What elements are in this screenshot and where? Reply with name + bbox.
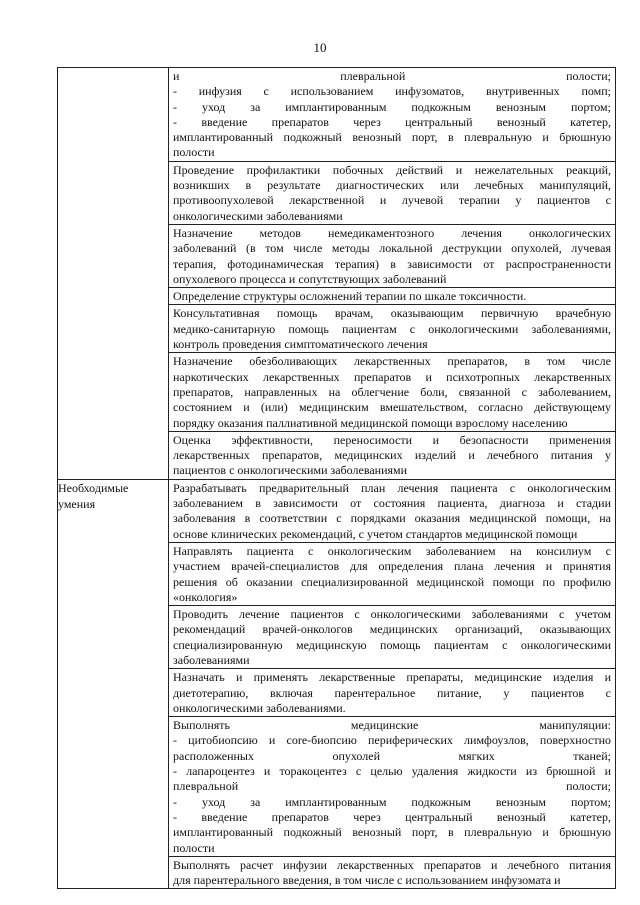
content-cell	[169, 225, 615, 288]
section-label	[58, 68, 169, 480]
content-cell	[169, 432, 615, 479]
text-line: имплантированный подкожный венозный порт, в плевральную и брюшную	[173, 130, 611, 145]
text-line: терапия, фотодинамическая терапия) в зависимости от распространенности	[173, 256, 611, 271]
page-number: 10	[313, 40, 327, 55]
text-line: и плевральной полости;	[173, 69, 611, 83]
text-line: диетотерапию, включая парентеральное питание, у пациентов с	[173, 685, 611, 700]
content-cell	[169, 68, 615, 162]
text-line: противоопухолевой лекарственной и лучевой терапии у пациентов с	[173, 193, 611, 208]
text-line: возникших в результате диагностических или лечебных манипуляций,	[173, 178, 611, 193]
content-cell	[169, 606, 615, 669]
text-line: Определение структуры осложнений терапии по шкале токсичности.	[173, 289, 527, 304]
text-line: основе клинических рекомендаций, с учетом стандартов медицинской помощи	[173, 526, 578, 541]
text-line: Направлять пациента с онкологическим заболеванием на консилиум с	[173, 543, 611, 558]
text-line: - введение препаратов через центральный венозный катетер,	[173, 114, 611, 129]
text-line: опухолевого процесса и сопутствующих заболеваний	[173, 271, 447, 286]
text-line: онкологическими заболеваниями.	[173, 700, 346, 715]
content-cell	[169, 305, 615, 353]
text-line: участием врачей-специалистов для определения плана лечения и принятия	[173, 559, 611, 574]
text-line: «онкология»	[173, 589, 238, 604]
content-cell	[169, 480, 615, 543]
text-line: медико-санитарную помощь пациентам с онкологическими заболеваниями,	[173, 321, 611, 336]
section-content	[169, 68, 616, 480]
table-row	[58, 68, 616, 480]
text-line: специализированную медицинскую помощь пациентам с онкологическими	[173, 637, 611, 652]
content-cell	[169, 543, 615, 606]
text-line: - лапароцентез и торакоцентез с целью удаления жидкости из брюшной и	[173, 764, 611, 779]
text-line: - цитобиопсию и core-биопсию периферических лимфоузлов, поверхностно	[173, 733, 611, 748]
text-line: - уход за имплантированным подкожным венозным портом;	[173, 794, 611, 809]
text-line: - введение препаратов через центральный венозный катетер,	[173, 809, 611, 824]
text-line: Разрабатывать предварительный план лечения пациента с онкологическим	[173, 480, 611, 495]
text-line: для парентерального введения, в том числе с использованием инфузомата и	[173, 873, 561, 888]
text-line: рекомендаций врачей-онкологов медицинских организаций, оказывающих	[173, 622, 611, 637]
content-cell	[169, 669, 615, 717]
text-line: препаратов, направленных на облегчение боли, связанной с заболеванием,	[173, 384, 611, 399]
text-line: - инфузия с использованием инфузоматов, внутривенных помп;	[173, 84, 611, 99]
text-line: Назначение обезболивающих лекарственных препаратов, в том числе	[173, 354, 611, 369]
content-cell	[169, 857, 615, 889]
text-line: заболеваниями	[173, 652, 250, 667]
text-line: Выполнять расчет инфузии лекарственных препаратов и лечебного питания	[173, 857, 611, 872]
text-line: решения об оказании специализированной медицинской помощи по профилю	[173, 574, 611, 589]
text-line: Консультативная помощь врачам, оказывающим первичную врачебную	[173, 306, 611, 321]
content-cell	[169, 717, 615, 857]
text-line: Оценка эффективности, переносимости и безопасности применения	[173, 432, 611, 447]
text-line: пациентов с онкологическими заболеваниями	[173, 463, 408, 478]
text-line: Назначать и применять лекарственные препараты, медицинские изделия и	[173, 670, 611, 685]
content-cell	[169, 288, 615, 305]
text-line: Проводить лечение пациентов с онкологическими заболеваниями с учетом	[173, 607, 611, 622]
text-line: расположенных опухолей мягких тканей;	[173, 748, 611, 763]
text-line: заболеваний (в том числе методы локальной деструкции опухолей, лучевая	[173, 241, 611, 256]
text-line: заболеванием в зависимости от состояния пациента, диагноза и стадии	[173, 496, 611, 511]
section-content	[169, 479, 616, 889]
text-line: Проведение профилактики побочных действий и нежелательных реакций,	[173, 162, 611, 177]
text-line: полости	[173, 145, 215, 160]
text-line: онкологическими заболеваниями	[173, 208, 343, 223]
text-line: лекарственных препаратов, медицинских изделий и лечебного питания у	[173, 448, 611, 463]
text-line: состоянием и (или) медицинским вмешательством, согласно действующему	[173, 400, 611, 415]
content-cell	[169, 162, 615, 225]
text-line: имплантированный подкожный венозный порт, в плевральную и брюшную	[173, 825, 611, 840]
text-line: Назначение методов немедикаментозного лечения онкологических	[173, 225, 611, 240]
text-line: - уход за имплантированным подкожным венозным портом;	[173, 99, 611, 114]
text-line: заболевания в соответствии с порядками оказания медицинской помощи, на	[173, 511, 611, 526]
text-line: Выполнять медицинские манипуляции:	[173, 718, 611, 733]
competency-table	[57, 67, 616, 889]
text-line: наркотических лекарственных препаратов и психотропных лекарственных	[173, 369, 611, 384]
text-line: плевральной полости;	[173, 779, 611, 794]
section-label: Необходимые умения	[58, 479, 169, 889]
content-cell	[169, 353, 615, 431]
text-line: полости	[173, 840, 215, 855]
text-line: порядку оказания паллиативной медицинской помощи взрослому населению	[173, 415, 568, 430]
text-line: контроль проведения симптоматического лечения	[173, 337, 428, 352]
table-row	[58, 479, 616, 889]
